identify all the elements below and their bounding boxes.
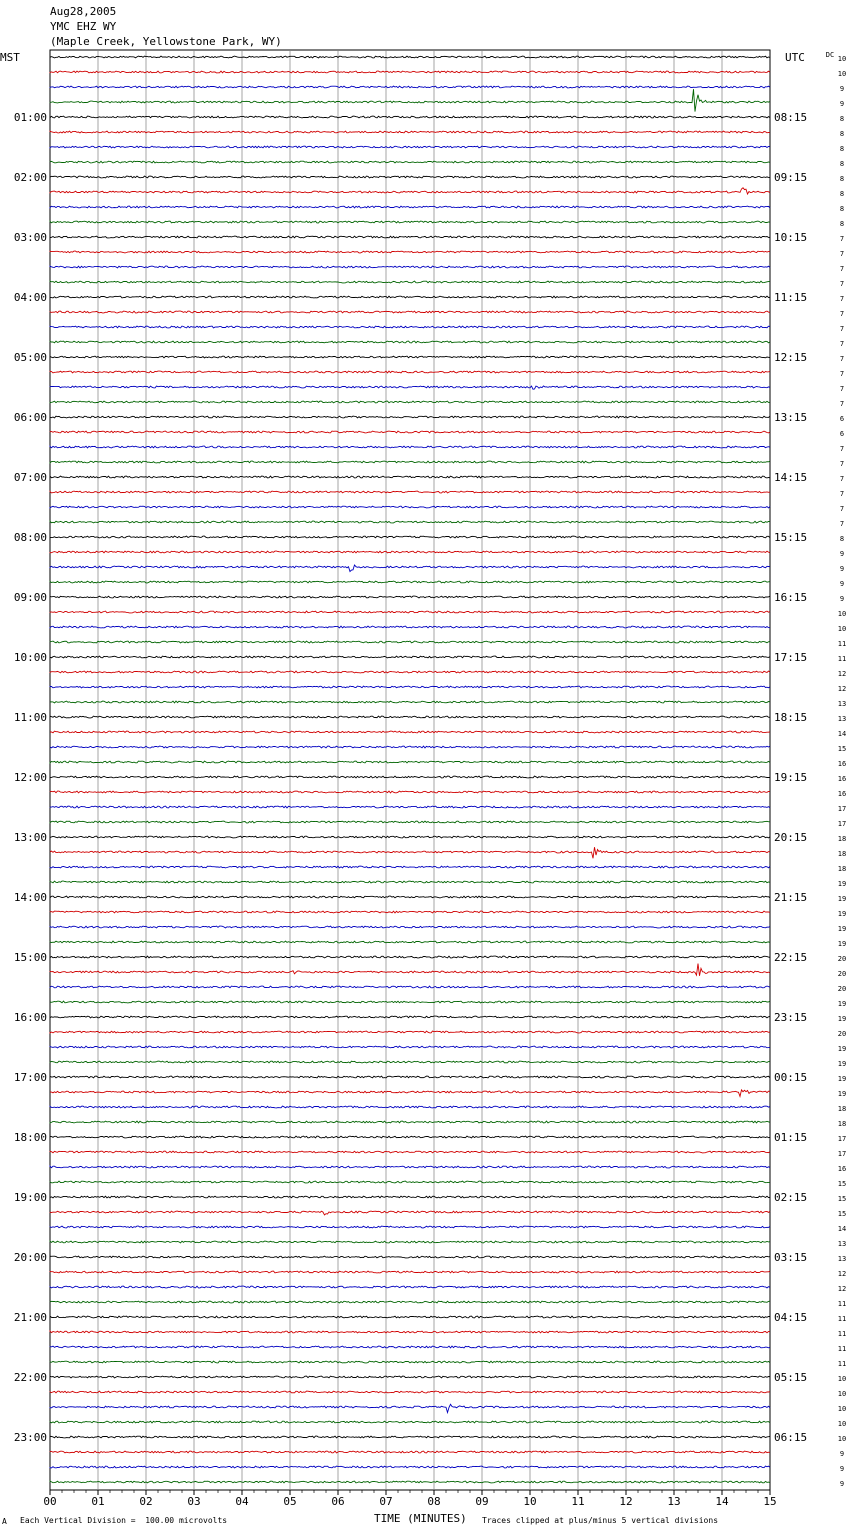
trace-line [50,176,770,178]
y-label-right: 10:15 [774,231,808,244]
y-label-right: 18:15 [774,711,808,724]
dc-offset-label: 19 [837,1090,847,1098]
x-tick-label: 08 [427,1495,441,1508]
trace-line [50,86,770,88]
trace-line [50,266,770,268]
dc-offset-label: 9 [839,580,845,588]
trace-line [50,896,770,898]
y-label-right: 14:15 [774,471,808,484]
trace-line [50,686,770,688]
dc-header-label: DC [825,51,835,59]
dc-offset-label: 10 [837,70,847,78]
x-tick-label: 03 [187,1495,201,1508]
dc-offset-label: 13 [837,1240,847,1248]
trace-line [50,1001,770,1003]
y-label-right: 04:15 [774,1311,808,1324]
y-label-left: 01:00 [13,111,47,124]
dc-offset-label: 16 [837,760,847,768]
dc-offset-label: 20 [837,985,847,993]
dc-offset-label: 7 [839,310,845,318]
trace-line [50,1361,770,1363]
trace-line [50,836,770,838]
trace-line [50,1404,770,1412]
dc-offset-label: 8 [839,160,845,168]
dc-offset-label: 14 [837,730,847,738]
y-label-right: 06:15 [774,1431,808,1444]
trace-line [50,1301,770,1303]
dc-offset-label: 8 [839,145,845,153]
dc-offset-label: 9 [839,85,845,93]
dc-offset-label: 19 [837,1015,847,1023]
dc-offset-label: 19 [837,925,847,933]
dc-offset-label: 7 [839,490,845,498]
dc-offset-label: 12 [837,1270,847,1278]
dc-offset-label: 15 [837,1210,847,1218]
dc-offset-label: 11 [837,655,847,663]
dc-offset-label: 12 [837,1285,847,1293]
y-label-left: 05:00 [13,351,47,364]
dc-offset-label: 7 [839,235,845,243]
trace-line [50,911,770,913]
dc-offset-label: 7 [839,325,845,333]
dc-offset-label: 10 [837,1405,847,1413]
x-tick-label: 13 [667,1495,681,1508]
trace-line [50,188,770,194]
trace-line [50,1376,770,1378]
x-tick-label: 12 [619,1495,633,1508]
dc-offset-label: 7 [839,400,845,408]
trace-line [50,1151,770,1153]
dc-offset-label: 9 [839,100,845,108]
x-tick-label: 15 [763,1495,777,1508]
trace-line [50,401,770,403]
dc-offset-label: 9 [839,1465,845,1473]
y-label-left: 22:00 [13,1371,47,1384]
trace-line [50,431,770,433]
y-label-left: 10:00 [13,651,47,664]
trace-line [50,506,770,508]
dc-offset-label: 20 [837,970,847,978]
trace-line [50,1016,770,1018]
trace-line [50,1046,770,1048]
trace-line [50,581,770,583]
y-label-right: 13:15 [774,411,808,424]
dc-offset-label: 15 [837,1180,847,1188]
y-label-left: 09:00 [13,591,47,604]
dc-offset-label: 7 [839,520,845,528]
dc-offset-label: 11 [837,1300,847,1308]
y-label-left: 02:00 [13,171,47,184]
dc-offset-label: 11 [837,1330,847,1338]
y-label-left: 20:00 [13,1251,47,1264]
dc-offset-label: 9 [839,550,845,558]
trace-line [50,56,770,58]
trace-line [50,251,770,253]
y-label-left: 23:00 [13,1431,47,1444]
trace-line [50,1421,770,1423]
dc-offset-label: 19 [837,1000,847,1008]
trace-line [50,1391,770,1393]
dc-offset-label: 11 [837,640,847,648]
dc-offset-label: 9 [839,595,845,603]
trace-line [50,626,770,628]
trace-line [50,926,770,928]
trace-line [50,731,770,733]
y-label-right: 01:15 [774,1131,808,1144]
trace-line [50,1481,770,1483]
x-tick-label: 04 [235,1495,249,1508]
dc-offset-label: 14 [837,1225,847,1233]
trace-line [50,1031,770,1033]
dc-offset-label: 10 [837,1420,847,1428]
y-label-left: 18:00 [13,1131,47,1144]
trace-line [50,821,770,823]
dc-offset-label: 7 [839,355,845,363]
dc-offset-label: 8 [839,535,845,543]
trace-line [50,161,770,163]
date-label: Aug28,2005 [50,5,117,18]
y-label-left: 12:00 [13,771,47,784]
dc-offset-label: 13 [837,700,847,708]
dc-offset-label: 13 [837,1255,847,1263]
y-label-left: 03:00 [13,231,47,244]
trace-line [50,656,770,658]
trace-line [50,476,770,478]
dc-offset-label: 18 [837,1105,847,1113]
clip-note: Traces clipped at plus/minus 5 vertical divisions [482,1516,719,1525]
y-label-left: 06:00 [13,411,47,424]
y-label-left: 19:00 [13,1191,47,1204]
trace-line [50,1061,770,1063]
dc-offset-label: 12 [837,670,847,678]
dc-offset-label: 7 [839,445,845,453]
y-label-right: 19:15 [774,771,808,784]
trace-line [50,1436,770,1438]
trace-line [50,671,770,673]
dc-offset-label: 10 [837,1435,847,1443]
y-label-right: 02:15 [774,1191,808,1204]
trace-line [50,1076,770,1078]
dc-offset-label: 8 [839,190,845,198]
x-tick-label: 10 [523,1495,537,1508]
trace-line [50,536,770,538]
x-tick-label: 05 [283,1495,297,1508]
y-label-right: 08:15 [774,111,808,124]
trace-line [50,1106,770,1108]
dc-offset-label: 7 [839,385,845,393]
dc-offset-label: 16 [837,775,847,783]
dc-offset-label: 16 [837,790,847,798]
dc-offset-label: 18 [837,850,847,858]
y-label-left: 16:00 [13,1011,47,1024]
y-label-right: 12:15 [774,351,808,364]
trace-line [50,356,770,358]
scale-note: Each Vertical Division = 100.00 microvolts [20,1516,228,1525]
trace-line [50,386,770,389]
trace-line [50,1271,770,1273]
dc-offset-label: 7 [839,505,845,513]
trace-line [50,1211,770,1215]
dc-offset-label: 13 [837,715,847,723]
y-label-left: 15:00 [13,951,47,964]
x-tick-label: 06 [331,1495,345,1508]
dc-offset-label: 19 [837,895,847,903]
location-label: (Maple Creek, Yellowstone Park, WY) [50,35,282,48]
dc-offset-label: 15 [837,1195,847,1203]
y-label-right: 05:15 [774,1371,808,1384]
trace-line [50,1331,770,1333]
trace-line [50,1136,770,1138]
dc-offset-label: 11 [837,1360,847,1368]
trace-line [50,1451,770,1453]
trace-line [50,596,770,598]
y-label-left: 14:00 [13,891,47,904]
trace-line [50,521,770,523]
station-label: YMC EHZ WY [50,20,117,33]
trace-line [50,221,770,223]
y-label-right: 21:15 [774,891,808,904]
trace-line [50,1090,770,1097]
trace-line [50,847,770,858]
dc-offset-label: 19 [837,1060,847,1068]
dc-offset-label: 18 [837,835,847,843]
trace-line [50,1121,770,1123]
dc-offset-label: 6 [839,430,845,438]
dc-offset-label: 20 [837,955,847,963]
dc-offset-label: 17 [837,805,847,813]
dc-offset-label: 7 [839,475,845,483]
trace-line [50,866,770,868]
trace-line [50,416,770,418]
dc-offset-label: 8 [839,115,845,123]
trace-line [50,1286,770,1288]
dc-offset-label: 9 [839,1450,845,1458]
dc-offset-label: 10 [837,1375,847,1383]
dc-offset-label: 19 [837,1045,847,1053]
dc-offset-label: 19 [837,940,847,948]
dc-offset-label: 8 [839,130,845,138]
dc-offset-label: 10 [837,1390,847,1398]
dc-offset-label: 7 [839,280,845,288]
trace-line [50,964,770,976]
dc-offset-label: 9 [839,565,845,573]
trace-line [50,1196,770,1198]
y-label-left: 04:00 [13,291,47,304]
dc-offset-label: 20 [837,1030,847,1038]
trace-line [50,881,770,883]
dc-offset-label: 12 [837,685,847,693]
dc-offset-label: 19 [837,880,847,888]
trace-line [50,371,770,373]
trace-line [50,716,770,718]
dc-offset-label: 17 [837,1135,847,1143]
x-tick-label: 14 [715,1495,729,1508]
dc-offset-label: 17 [837,820,847,828]
y-label-right: 11:15 [774,291,808,304]
x-tick-label: 09 [475,1495,489,1508]
x-axis-title: TIME (MINUTES) [374,1512,467,1525]
dc-offset-label: 7 [839,340,845,348]
trace-line [50,641,770,643]
dc-offset-label: 8 [839,220,845,228]
left-timezone-label: MST [0,51,20,64]
right-timezone-label: UTC [785,51,805,64]
trace-line [50,611,770,613]
y-label-right: 17:15 [774,651,808,664]
dc-offset-label: 18 [837,865,847,873]
y-label-right: 23:15 [774,1011,808,1024]
dc-offset-label: 10 [837,625,847,633]
x-tick-label: 01 [91,1495,105,1508]
dc-offset-label: 17 [837,1150,847,1158]
y-label-right: 09:15 [774,171,808,184]
trace-line [50,71,770,73]
trace-line [50,206,770,208]
x-tick-label: 07 [379,1495,393,1508]
trace-line [50,1226,770,1228]
trace-line [50,1241,770,1243]
trace-line [50,446,770,448]
trace-line [50,1181,770,1183]
trace-line [50,746,770,748]
trace-line [50,701,770,703]
dc-offset-label: 15 [837,745,847,753]
trace-line [50,806,770,808]
dc-offset-label: 8 [839,175,845,183]
trace-line [50,491,770,493]
x-tick-label: 00 [43,1495,57,1508]
dc-offset-label: 11 [837,1315,847,1323]
trace-line [50,89,770,111]
y-label-left: 21:00 [13,1311,47,1324]
footer-mark: A [2,1517,7,1526]
y-label-right: 16:15 [774,591,808,604]
dc-offset-label: 11 [837,1345,847,1353]
y-label-left: 13:00 [13,831,47,844]
dc-offset-label: 18 [837,1120,847,1128]
y-label-right: 15:15 [774,531,808,544]
y-label-left: 11:00 [13,711,47,724]
dc-offset-label: 6 [839,415,845,423]
trace-line [50,791,770,793]
dc-offset-label: 7 [839,460,845,468]
y-label-right: 22:15 [774,951,808,964]
trace-line [50,146,770,148]
trace-line [50,761,770,763]
y-label-left: 08:00 [13,531,47,544]
trace-line [50,1466,770,1468]
trace-line [50,986,770,988]
y-label-left: 07:00 [13,471,47,484]
trace-line [50,326,770,328]
trace-line [50,1166,770,1168]
dc-offset-label: 10 [837,610,847,618]
trace-line [50,236,770,238]
y-label-right: 00:15 [774,1071,808,1084]
dc-offset-label: 19 [837,910,847,918]
y-label-right: 20:15 [774,831,808,844]
dc-offset-label: 19 [837,1075,847,1083]
trace-line [50,565,770,572]
trace-line [50,1346,770,1348]
x-tick-label: 02 [139,1495,153,1508]
dc-offset-label: 7 [839,265,845,273]
dc-offset-label: 10 [837,55,847,63]
dc-offset-label: 9 [839,1480,845,1488]
dc-offset-label: 7 [839,370,845,378]
trace-line [50,551,770,553]
dc-offset-label: 16 [837,1165,847,1173]
dc-offset-label: 7 [839,250,845,258]
trace-line [50,281,770,283]
y-label-right: 03:15 [774,1251,808,1264]
trace-line [50,461,770,463]
trace-line [50,341,770,343]
dc-offset-label: 7 [839,295,845,303]
trace-line [50,956,770,958]
trace-line [50,941,770,943]
trace-line [50,296,770,298]
y-label-left: 17:00 [13,1071,47,1084]
trace-line [50,131,770,133]
trace-line [50,116,770,118]
dc-offset-label: 8 [839,205,845,213]
x-tick-label: 11 [571,1495,585,1508]
trace-line [50,776,770,778]
trace-line [50,1316,770,1318]
trace-line [50,311,770,313]
trace-line [50,1256,770,1258]
